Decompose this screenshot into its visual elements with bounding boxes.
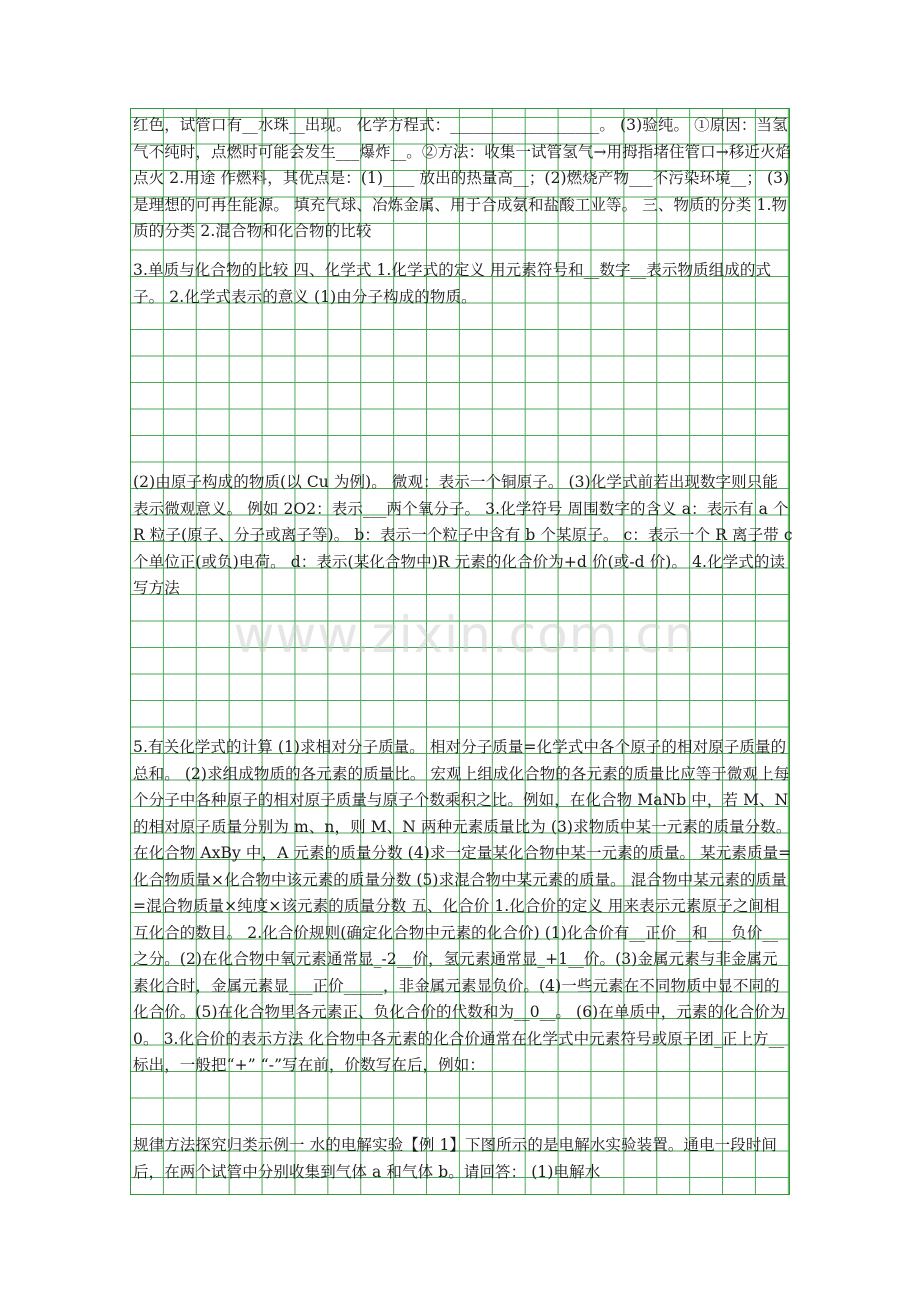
watermark: www.zixin.com.cn bbox=[233, 606, 697, 664]
paragraph-chemical-formula: 3.单质与化合物的比较 四、化学式 1.化学式的定义 用元素符号和__数字__表示物质组成的式子。 2.化学式表示的意义 (1)由分子构成的物质。 bbox=[133, 261, 772, 306]
paragraph-hydrogen: 红色，试管口有__水珠__出现。 化学方程式：___________________。 (3)验纯。 ①原因：当氢气不纯时，点燃时可能会发生___爆炸__。②方法：收集一试管氢气→用拇指堵住管口→移近火焰点火 2.用途 作燃料，其优点是：(1)____ 放出的热量高__；(2)燃烧产物___不污染环境__； (3)是理想的可再生能源。 填充气球、冶炼金属、用于合成氨和盐酸工业等。 三、物质的分类 1.物质的分类 2.混合物和化合物的比较 bbox=[133, 116, 792, 240]
paragraph-example: 规律方法探究归类示例一 水的电解实验【例 1】下图所示的是电解水实验装置。通电一段时间后，在两个试管中分别收集到气体 a 和气体 b。请回答： (1)电解水 bbox=[133, 1136, 778, 1181]
paragraph-valence: 5.有关化学式的计算 (1)求相对分子质量。 相对分子质量=化学式中各个原子的相对原子质量的总和。 (2)求组成物质的各元素的质量比。 宏观上组成化合物的各元素的质量比应等于微观上每个分子中各种原子的相对原子质量与原子个数乘积之比。例如，在化合物 MaNb 中，若 M、N 的相对原子质量分别为 m、n，则 M、N 两种元素质量比为 (3)求物质中某一元素的质量分数。 在化合物 AxBy 中，A 元素的质量分数 (4)求一定量某化合物中某一元素的质量。 某元素质量=化合物质量×化合物中该元素的质量分数 (5)求混合物中某元素的质量。 混合物中某元素的质量=混合物质量×纯度×该元素的质量分数 五、化合价 1.化合价的定义 用来表示元素原子之间相互化合的数目。 2.化合价规则(确定化合物中元素的化合价) (1)化合价有__正价__和___负价__之分。(2)在化合物中氧元素通常显_-2__价，氢元素通常显_+1__价。(3)金属元素与非金属元素化合时，金属元素显___正价_____，非金属元素显负价。(4)一些元素在不同物质中显不同的化合价。(5)在化合物里各元素正、负化合价的代数和为__0__。 (6)在单质中，元素的化合价为 0。 3.化合价的表示方法 化合物中各元素的化合价通常在化学式中元素符号或原子团_正上方__标出，一般把“+” “-”写在前，价数写在后，例如： bbox=[133, 738, 792, 1074]
paragraph-formula-meaning: (2)由原子构成的物质(以 Cu 为例)。 微观：表示一个铜原子。 (3)化学式前若出现数字则只能表示微观意义。 例如 2O2：表示___两个氧分子。 3.化学符号 周围数字的含义 a：表示有 a 个 R 粒子(原子、分子或离子等)。 b：表示一个粒子中含有 b 个某原子。 c：表示一个 R 离子带 c 个单位正(或负)电荷。 d：表示(某化合物中)R 元素的化合价为+d 价(或-d 价)。 4.化学式的读写方法 bbox=[133, 473, 793, 597]
